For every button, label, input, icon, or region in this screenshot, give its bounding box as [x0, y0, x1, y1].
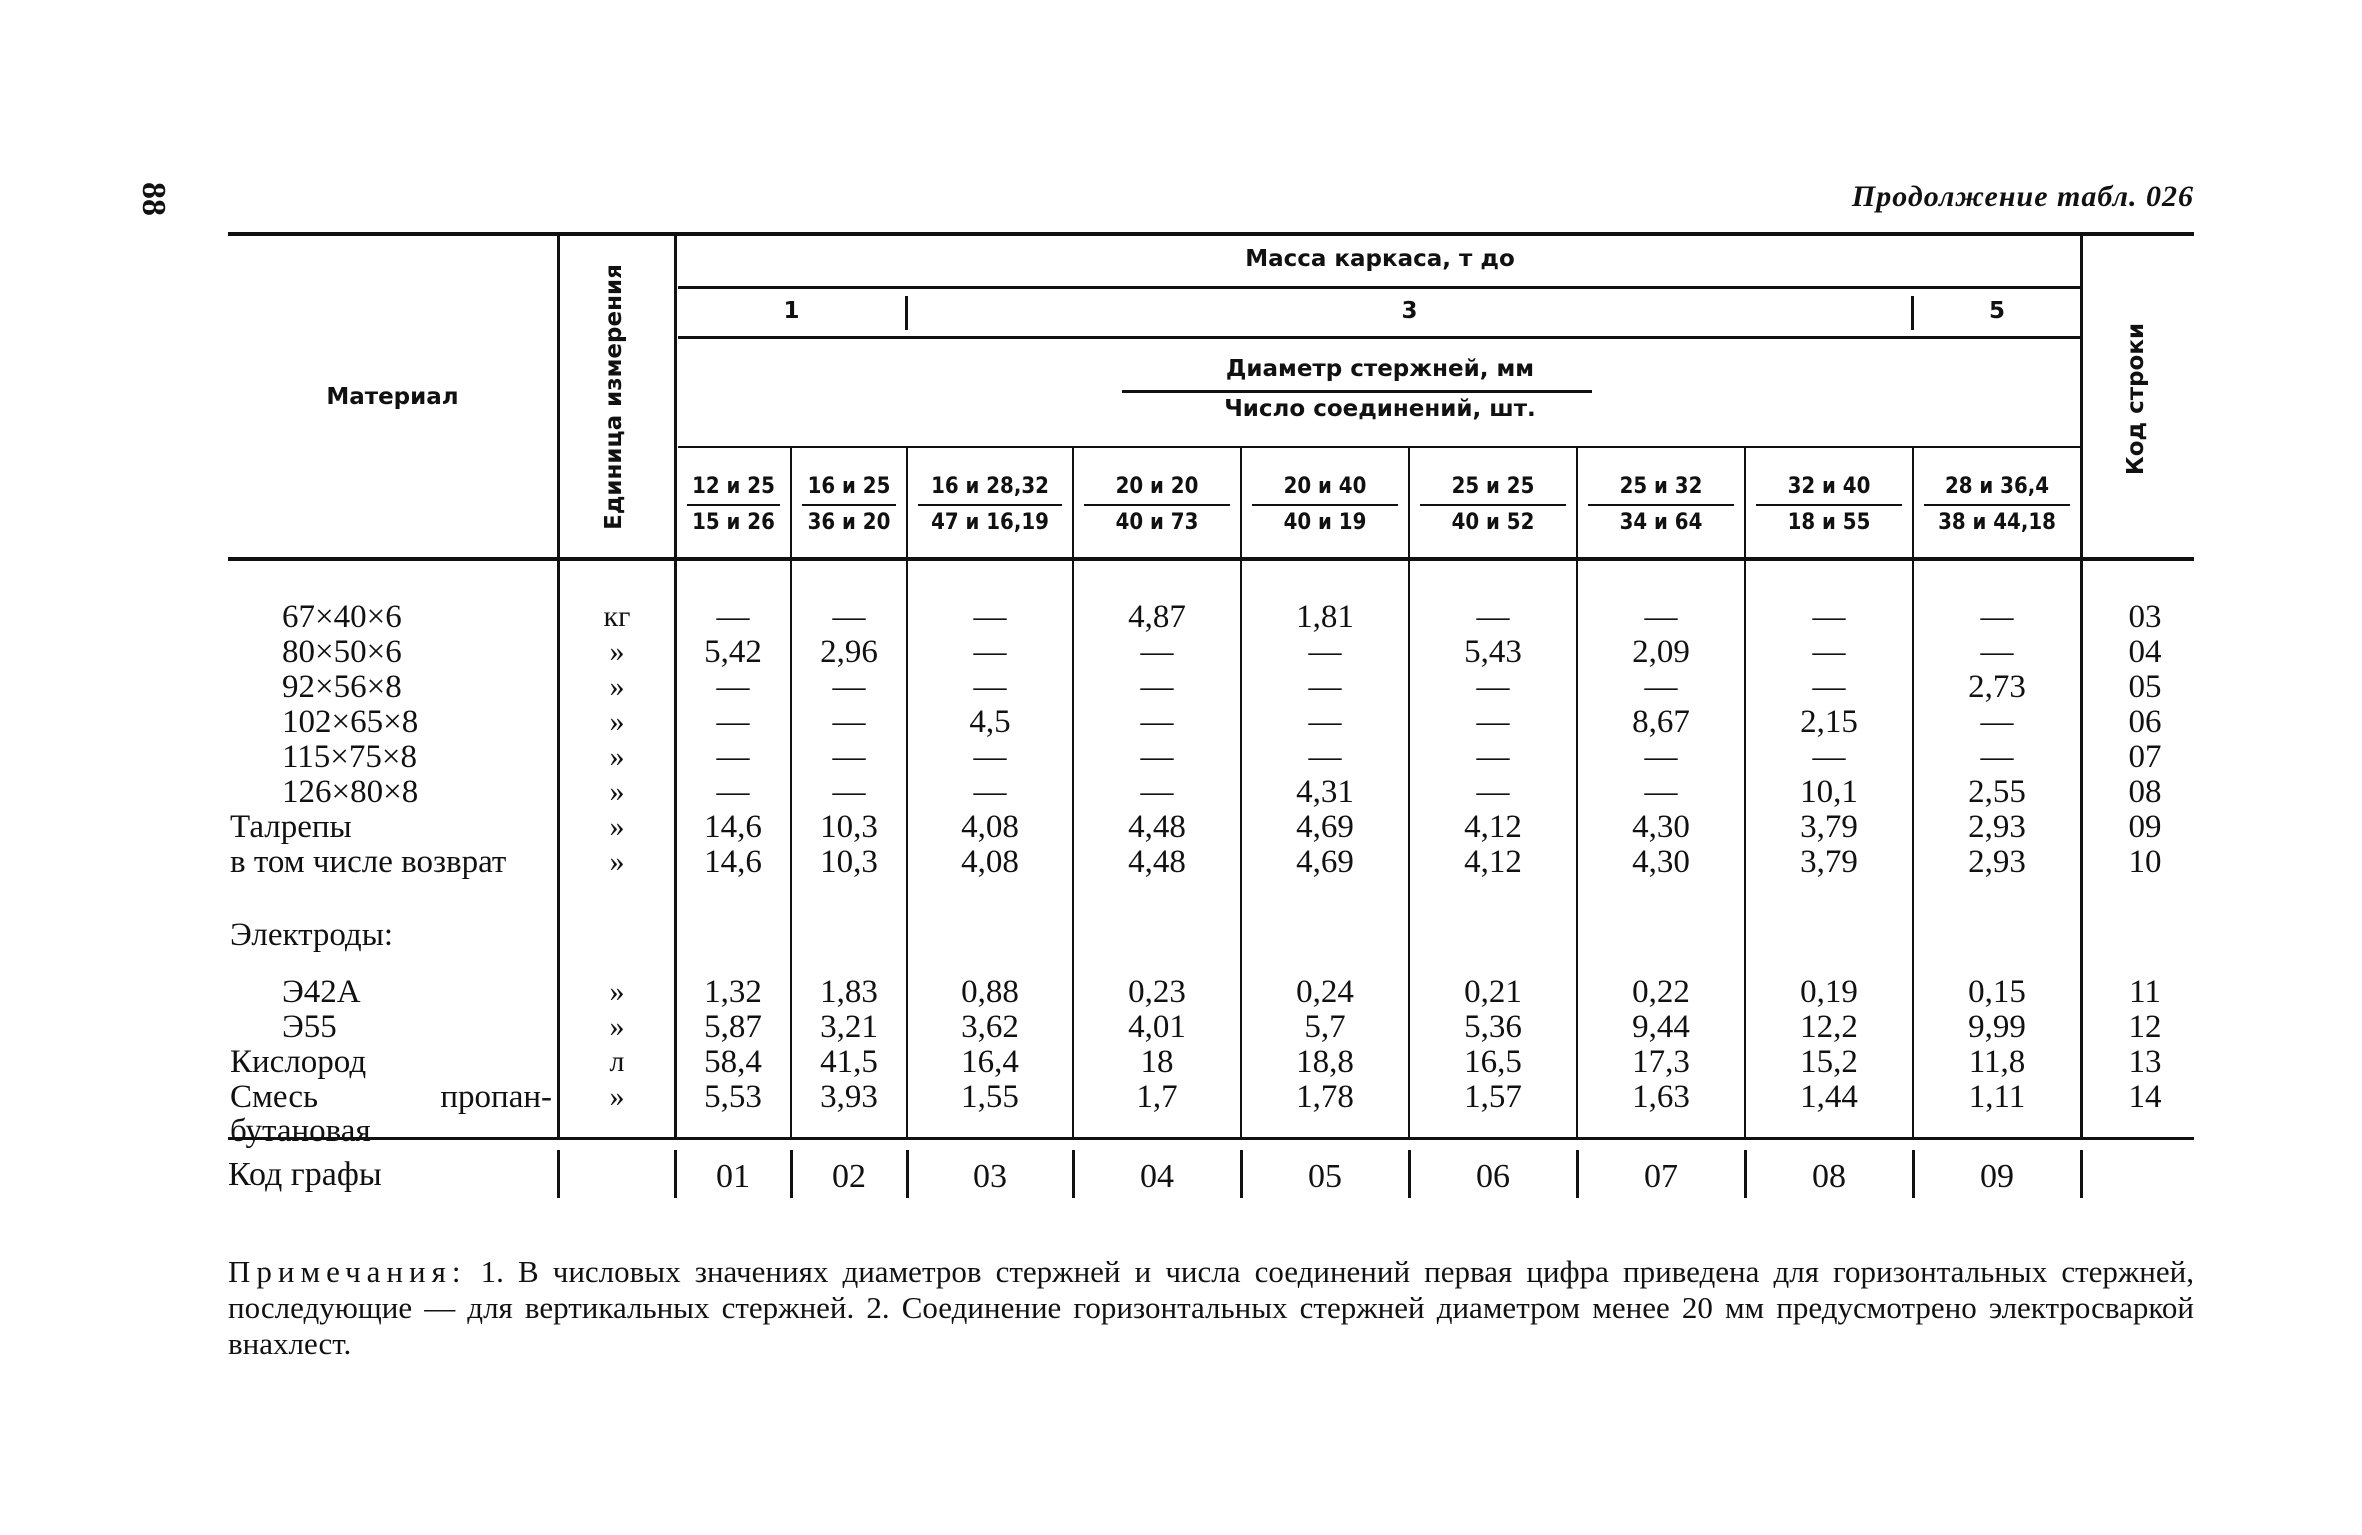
- row-value: 3,79: [1800, 844, 1858, 880]
- row-value: 5,87: [704, 1009, 762, 1045]
- mass-groups-rule: [678, 336, 2082, 339]
- col-header-9: [1914, 470, 2080, 540]
- row-value: 9,44: [1632, 1009, 1690, 1045]
- row-code: 12: [2128, 1009, 2162, 1045]
- header-mass-title: Масса каркаса, т до: [1245, 246, 1515, 272]
- col-header-1-connections: 15 и 26: [692, 510, 775, 535]
- footer-separator: [1408, 1150, 1411, 1198]
- col-header-4-connections: 40 и 73: [1115, 510, 1199, 535]
- header-diameter-title: Диаметр стержней, мм: [1225, 356, 1535, 382]
- row-value: 14,6: [704, 809, 762, 845]
- col-header-1-diameter: 12 и 25: [687, 470, 780, 506]
- row-value: —: [832, 739, 866, 775]
- row-value: 18,8: [1296, 1044, 1354, 1080]
- col-header-5-diameter: 20 и 40: [1252, 470, 1398, 506]
- row-unit: »: [609, 670, 625, 703]
- footer-separator: [557, 1150, 560, 1198]
- row-value: —: [1980, 634, 2014, 670]
- row-value: —: [1476, 704, 1510, 740]
- row-unit: кг: [603, 600, 631, 633]
- row-value: 4,69: [1296, 844, 1354, 880]
- row-material: 126×80×8: [282, 774, 419, 810]
- row-unit: »: [609, 845, 625, 878]
- row-material: 115×75×8: [282, 739, 417, 775]
- row-value: 1,44: [1800, 1079, 1858, 1115]
- row-value: —: [1812, 634, 1846, 670]
- row-value: 0,24: [1296, 974, 1354, 1010]
- col-header-4-diameter: 20 и 20: [1084, 470, 1230, 506]
- row-code: 08: [2128, 774, 2162, 810]
- row-value: 1,81: [1296, 599, 1354, 635]
- col-header-7-diameter: 25 и 32: [1588, 470, 1734, 506]
- footer-separator: [1744, 1150, 1747, 1198]
- row-value: 0,22: [1632, 974, 1690, 1010]
- footer-separator: [2080, 1150, 2083, 1198]
- row-value: 2,93: [1968, 844, 2026, 880]
- row-value: —: [1812, 599, 1846, 635]
- row-material: Э42А: [282, 974, 361, 1010]
- footer-code: 08: [1812, 1158, 1846, 1195]
- row-value: —: [832, 704, 866, 740]
- row-value: 1,7: [1136, 1079, 1178, 1115]
- row-value: —: [973, 669, 1007, 705]
- row-value: 3,62: [961, 1009, 1019, 1045]
- row-code: 10: [2128, 844, 2162, 880]
- col-header-9-diameter: 28 и 36,4: [1924, 470, 2070, 506]
- row-value: 4,30: [1632, 809, 1690, 845]
- row-value: 1,63: [1632, 1079, 1690, 1115]
- row-value: —: [1308, 634, 1342, 670]
- header-bottom-rule: [228, 557, 2194, 561]
- row-value: 5,53: [704, 1079, 762, 1115]
- row-code: 13: [2128, 1044, 2162, 1080]
- page-number: 88: [135, 182, 172, 216]
- row-value: —: [716, 704, 750, 740]
- col-header-2-connections: 36 и 20: [807, 510, 891, 535]
- row-value: 16,5: [1464, 1044, 1522, 1080]
- row-value: 2,55: [1968, 774, 2026, 810]
- row-value: 4,01: [1128, 1009, 1186, 1045]
- row-unit: »: [609, 705, 625, 738]
- row-unit: »: [609, 775, 625, 808]
- row-material: 67×40×6: [282, 599, 402, 635]
- row-value: 58,4: [704, 1044, 762, 1080]
- row-value: 0,21: [1464, 974, 1522, 1010]
- row-value: 10,3: [820, 809, 878, 845]
- row-material: 80×50×6: [282, 634, 402, 670]
- diameter-block-rule: [678, 446, 2082, 448]
- col-header-7-connections: 34 и 64: [1619, 510, 1703, 535]
- row-value: —: [1812, 739, 1846, 775]
- row-value: —: [973, 599, 1007, 635]
- row-value: 41,5: [820, 1044, 878, 1080]
- row-value: 1,83: [820, 974, 878, 1010]
- row-value: 18: [1140, 1044, 1174, 1080]
- col-header-9-connections: 38 и 44,18: [1938, 510, 2056, 535]
- footer-code: 02: [832, 1158, 866, 1195]
- row-value: —: [832, 599, 866, 635]
- row-value: —: [1140, 774, 1174, 810]
- col-header-8-connections: 18 и 55: [1787, 510, 1871, 535]
- header-unit: Единица измерения: [601, 264, 627, 530]
- footer-code: 06: [1476, 1158, 1510, 1195]
- row-value: 5,43: [1464, 634, 1522, 670]
- row-value: 0,88: [961, 974, 1019, 1010]
- header-material: Материал: [326, 384, 459, 410]
- col-header-6-connections: 40 и 52: [1451, 510, 1535, 535]
- footer-label: Код графы: [228, 1156, 382, 1193]
- row-value: 2,15: [1800, 704, 1858, 740]
- row-material: Электроды:: [230, 917, 394, 953]
- row-value: 16,4: [961, 1044, 1019, 1080]
- row-value: —: [1476, 774, 1510, 810]
- row-value: —: [1476, 739, 1510, 775]
- row-value: —: [973, 774, 1007, 810]
- row-value: 4,30: [1632, 844, 1690, 880]
- row-value: 2,73: [1968, 669, 2026, 705]
- row-code: 06: [2128, 704, 2162, 740]
- footer-separator: [1072, 1150, 1075, 1198]
- row-value: —: [716, 739, 750, 775]
- row-value: 12,2: [1800, 1009, 1858, 1045]
- row-value: —: [716, 599, 750, 635]
- mass-title-rule: [678, 286, 2082, 289]
- row-material: 102×65×8: [282, 704, 419, 740]
- row-value: 5,42: [704, 634, 762, 670]
- col-sep-3: [1072, 448, 1074, 1137]
- row-material: 92×56×8: [282, 669, 402, 705]
- row-material: Смесь пропан-бутановая: [230, 1079, 552, 1149]
- row-value: 2,09: [1632, 634, 1690, 670]
- row-value: 4,5: [969, 704, 1011, 740]
- row-unit: »: [609, 975, 625, 1008]
- row-material: Э55: [282, 1009, 337, 1045]
- row-value: 3,79: [1800, 809, 1858, 845]
- row-value: —: [973, 634, 1007, 670]
- table-top-rule: [228, 232, 2194, 236]
- footer-code: 01: [716, 1158, 750, 1195]
- row-value: 9,99: [1968, 1009, 2026, 1045]
- mass-group-3: 3: [1401, 298, 1418, 324]
- row-value: —: [1140, 669, 1174, 705]
- footer-code: 03: [973, 1158, 1007, 1195]
- row-value: 0,15: [1968, 974, 2026, 1010]
- footer-code: 07: [1644, 1158, 1678, 1195]
- row-material: Кислород: [230, 1044, 367, 1080]
- row-value: 4,08: [961, 844, 1019, 880]
- col-header-4: [1074, 470, 1240, 540]
- row-unit: »: [609, 810, 625, 843]
- row-value: 1,11: [1968, 1079, 2026, 1115]
- row-value: 4,69: [1296, 809, 1354, 845]
- diameter-title-rule: [1122, 390, 1592, 393]
- footer-separator: [1576, 1150, 1579, 1198]
- col-header-8: [1746, 470, 1912, 540]
- row-value: —: [1812, 669, 1846, 705]
- row-material: Талрепы: [230, 809, 352, 845]
- row-value: —: [1980, 599, 2014, 635]
- row-value: 14,6: [704, 844, 762, 880]
- row-value: —: [832, 669, 866, 705]
- col-header-3-connections: 47 и 16,19: [931, 510, 1049, 535]
- row-value: —: [1980, 739, 2014, 775]
- col-header-5: [1242, 470, 1408, 540]
- row-value: —: [1644, 669, 1678, 705]
- col-header-1: [677, 470, 790, 540]
- row-value: 3,93: [820, 1079, 878, 1115]
- row-value: 2,96: [820, 634, 878, 670]
- row-code: 14: [2128, 1079, 2162, 1115]
- col-sep-4: [1240, 448, 1242, 1137]
- row-code: 07: [2128, 739, 2162, 775]
- row-value: —: [1140, 704, 1174, 740]
- footer-code: 09: [1980, 1158, 2014, 1195]
- row-value: 1,32: [704, 974, 762, 1010]
- col-header-5-connections: 40 и 19: [1283, 510, 1367, 535]
- row-value: 2,93: [1968, 809, 2026, 845]
- row-value: 11,8: [1968, 1044, 2026, 1080]
- row-value: 8,67: [1632, 704, 1690, 740]
- row-unit: »: [609, 1010, 625, 1043]
- row-value: 15,2: [1800, 1044, 1858, 1080]
- col-header-3-diameter: 16 и 28,32: [918, 470, 1062, 506]
- col-sep-6: [1576, 448, 1578, 1137]
- row-value: 5,7: [1304, 1009, 1346, 1045]
- col-header-3: [908, 470, 1072, 540]
- row-value: —: [1980, 704, 2014, 740]
- row-unit: »: [609, 740, 625, 773]
- row-value: 4,08: [961, 809, 1019, 845]
- row-code: 09: [2128, 809, 2162, 845]
- row-value: —: [1476, 599, 1510, 635]
- row-value: 4,87: [1128, 599, 1186, 635]
- row-value: 4,48: [1128, 809, 1186, 845]
- row-value: —: [1140, 739, 1174, 775]
- row-value: —: [1644, 599, 1678, 635]
- col-header-8-diameter: 32 и 40: [1756, 470, 1902, 506]
- mass-group-5: 5: [1988, 298, 2005, 324]
- row-code: 11: [2129, 974, 2161, 1010]
- row-value: —: [1140, 634, 1174, 670]
- col-sep-8: [1912, 448, 1914, 1137]
- col-sep-7: [1744, 448, 1746, 1137]
- row-code: 04: [2128, 634, 2162, 670]
- row-value: 1,55: [961, 1079, 1019, 1115]
- row-value: 4,48: [1128, 844, 1186, 880]
- row-value: 4,31: [1296, 774, 1354, 810]
- row-value: —: [716, 774, 750, 810]
- row-value: —: [1308, 739, 1342, 775]
- row-value: —: [1644, 774, 1678, 810]
- notes-text: 1. В числовых значениях диаметров стержней и числа соединений первая цифра приведена для горизонтальных стержней, последующие — для вертикальных стержней. 2. Соединение горизонтальных стержней диаметром менее 20 мм предусмотрено электросваркой внахлест.: [228, 1254, 2194, 1361]
- row-code: 03: [2128, 599, 2162, 635]
- row-value: 4,12: [1464, 809, 1522, 845]
- row-value: 17,3: [1632, 1044, 1690, 1080]
- row-value: —: [1308, 704, 1342, 740]
- row-value: 5,36: [1464, 1009, 1522, 1045]
- row-value: 1,78: [1296, 1079, 1354, 1115]
- row-value: 0,23: [1128, 974, 1186, 1010]
- row-value: —: [1308, 669, 1342, 705]
- row-material: в том числе возврат: [230, 844, 507, 880]
- row-code: 05: [2128, 669, 2162, 705]
- row-value: —: [973, 739, 1007, 775]
- col-line-material: [557, 236, 560, 1137]
- notes-label: Примечания:: [228, 1254, 467, 1289]
- row-value: —: [716, 669, 750, 705]
- footer-separator: [1912, 1150, 1915, 1198]
- col-sep-5: [1408, 448, 1410, 1137]
- row-unit: »: [609, 1080, 625, 1113]
- row-value: 10,3: [820, 844, 878, 880]
- col-header-6: [1410, 470, 1576, 540]
- footer-separator: [1240, 1150, 1243, 1198]
- row-value: 0,19: [1800, 974, 1858, 1010]
- col-header-2: [792, 470, 906, 540]
- row-value: 10,1: [1800, 774, 1858, 810]
- header-connections-title: Число соединений, шт.: [1224, 396, 1536, 422]
- continuation-title: Продолжение табл. 026: [1851, 180, 2194, 213]
- col-header-7: [1578, 470, 1744, 540]
- col-header-6-diameter: 25 и 25: [1420, 470, 1566, 506]
- footer-code: 05: [1308, 1158, 1342, 1195]
- row-value: —: [1644, 739, 1678, 775]
- mass-group-1: 1: [783, 298, 800, 324]
- notes: [228, 1254, 2194, 1362]
- row-value: —: [832, 774, 866, 810]
- header-row-code: Код строки: [2123, 322, 2149, 476]
- row-value: 3,21: [820, 1009, 878, 1045]
- row-unit: л: [609, 1045, 625, 1078]
- footer-code: 04: [1140, 1158, 1174, 1195]
- row-value: 4,12: [1464, 844, 1522, 880]
- row-value: 1,57: [1464, 1079, 1522, 1115]
- col-header-2-diameter: 16 и 25: [802, 470, 896, 506]
- row-unit: »: [609, 635, 625, 668]
- row-value: —: [1476, 669, 1510, 705]
